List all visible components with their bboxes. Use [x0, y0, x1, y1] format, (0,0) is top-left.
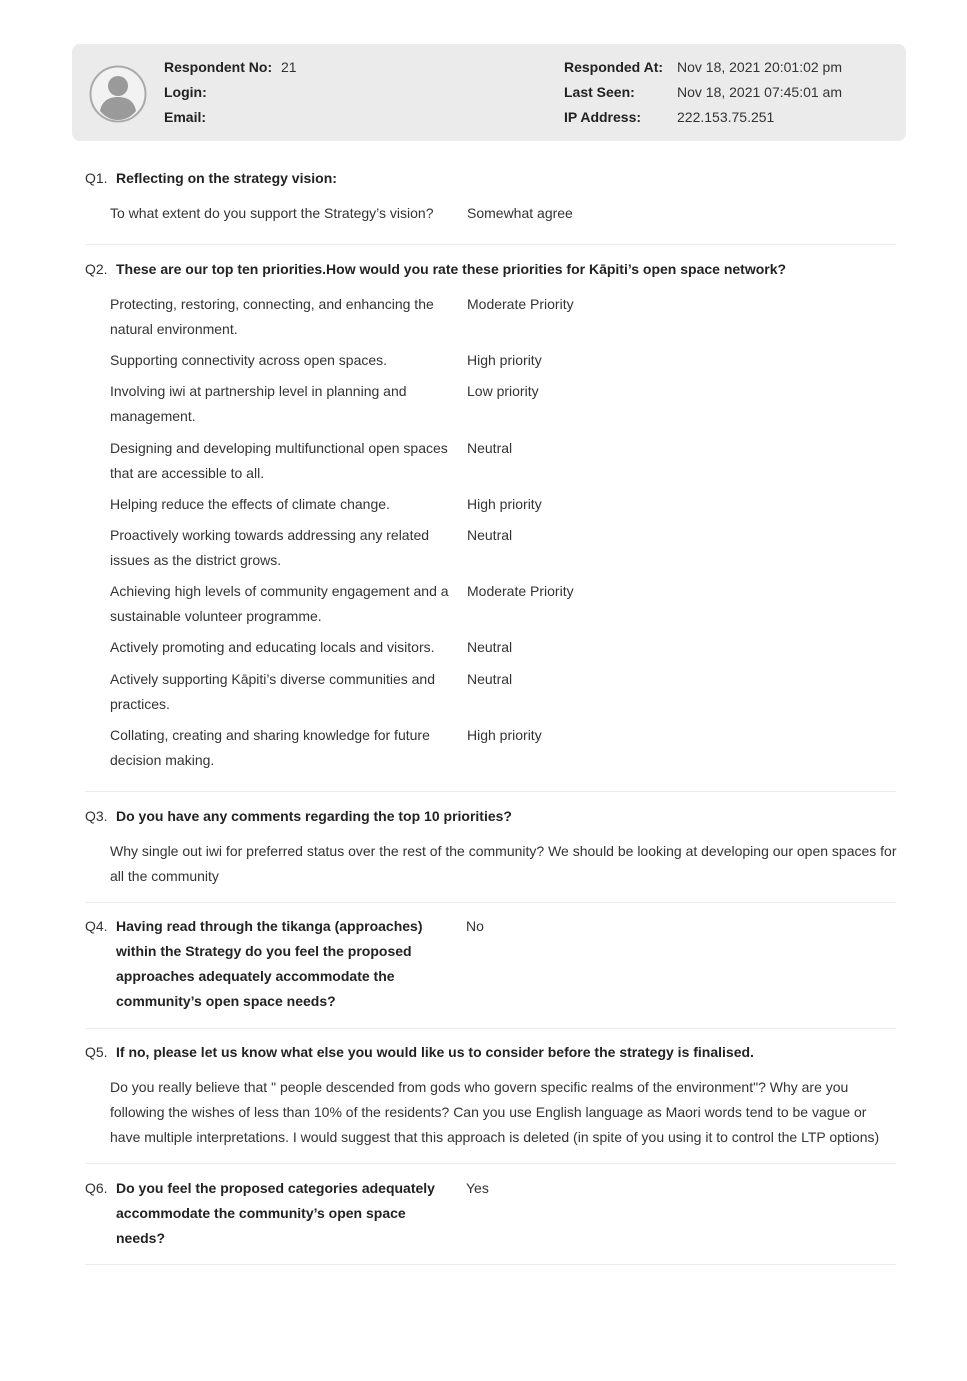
row-label: Protecting, restoring, connecting, and enhancing the natural environment.: [110, 296, 434, 337]
row-label: Designing and developing multifunctional open spaces that are accessible to all.: [110, 440, 448, 481]
answer-text: Why single out iwi for preferred status over the rest of the community? We should be looking at developing our open spaces for all the community: [110, 843, 897, 884]
user-avatar-icon: [89, 65, 147, 123]
question-q5: [85, 1040, 896, 1164]
row-label: Involving iwi at partnership level in planning and management.: [110, 383, 407, 424]
row-label: Proactively working towards addressing any related issues as the district grows.: [110, 527, 430, 568]
row-value: Moderate Priority: [467, 296, 574, 312]
last-seen-label: Last Seen:: [564, 84, 635, 100]
row-label: Helping reduce the effects of climate change.: [110, 496, 390, 512]
question-title: Having read through the tikanga (approaches) within the Strategy do you feel the proposed approaches adequately accommodate the community’s open space needs?: [116, 918, 423, 1009]
question-number: Q6.: [85, 1180, 108, 1196]
answer-value: No: [466, 918, 484, 934]
row-value: Neutral: [467, 639, 513, 655]
row-label: Actively promoting and educating locals and visitors.: [110, 639, 435, 655]
question-q6: [85, 1176, 896, 1265]
answer-text: Do you really believe that " people descended from gods who govern specific realms of the environment"? Why are you following the wishes of less than 10% of the residents? Can you use English language as Maori words tend to be vague or have multiple interpretations. I would suggest that this approach is deleted (in spite of you using it to control the LTP options): [110, 1079, 880, 1145]
row-value: High priority: [467, 496, 542, 512]
responded-at-value: Nov 18, 2021 20:01:02 pm: [677, 59, 843, 75]
question-number: Q1.: [85, 170, 108, 186]
ip-address-label: IP Address:: [564, 109, 642, 125]
question-number: Q2.: [85, 261, 108, 277]
respondent-no-label: Respondent No:: [164, 59, 273, 75]
question-number: Q3.: [85, 808, 108, 824]
question-title: If no, please let us know what else you would like us to consider before the strategy is finalised.: [116, 1044, 754, 1060]
respondent-no-value: 21: [281, 59, 297, 75]
question-q4: [85, 914, 896, 1029]
row-value: Neutral: [467, 527, 513, 543]
row-value: High priority: [467, 727, 542, 743]
question-title: Do you feel the proposed categories adequately accommodate the community’s open space needs?: [116, 1180, 435, 1246]
question-title: Reflecting on the strategy vision:: [116, 170, 337, 186]
email-label: Email:: [164, 109, 207, 125]
row-label: To what extent do you support the Strategy’s vision?: [110, 205, 434, 221]
row-label: Actively supporting Kāpiti’s diverse communities and practices.: [110, 671, 436, 712]
question-q1: [85, 166, 896, 245]
question-title: These are our top ten priorities.How would you rate these priorities for Kāpiti’s open space network?: [116, 261, 787, 277]
row-value: Moderate Priority: [467, 583, 574, 599]
login-label: Login:: [164, 84, 207, 100]
row-label: Supporting connectivity across open spaces.: [110, 352, 388, 368]
ip-address-value: 222.153.75.251: [677, 109, 775, 125]
question-q2: [85, 257, 896, 792]
row-value: Neutral: [467, 671, 513, 687]
last-seen-value: Nov 18, 2021 07:45:01 am: [677, 84, 843, 100]
row-label: Achieving high levels of community engagement and a sustainable volunteer programme.: [110, 583, 449, 624]
row-value: High priority: [467, 352, 542, 368]
question-number: Q5.: [85, 1044, 108, 1060]
responded-at-label: Responded At:: [564, 59, 664, 75]
respondent-header: [72, 44, 906, 141]
question-q3: [85, 804, 896, 903]
row-value: Somewhat agree: [467, 205, 573, 221]
row-value: Low priority: [467, 383, 539, 399]
answer-value: Yes: [466, 1180, 489, 1196]
question-number: Q4.: [85, 918, 108, 934]
question-title: Do you have any comments regarding the top 10 priorities?: [116, 808, 512, 824]
row-value: Neutral: [467, 440, 513, 456]
row-label: Collating, creating and sharing knowledge for future decision making.: [110, 727, 430, 768]
